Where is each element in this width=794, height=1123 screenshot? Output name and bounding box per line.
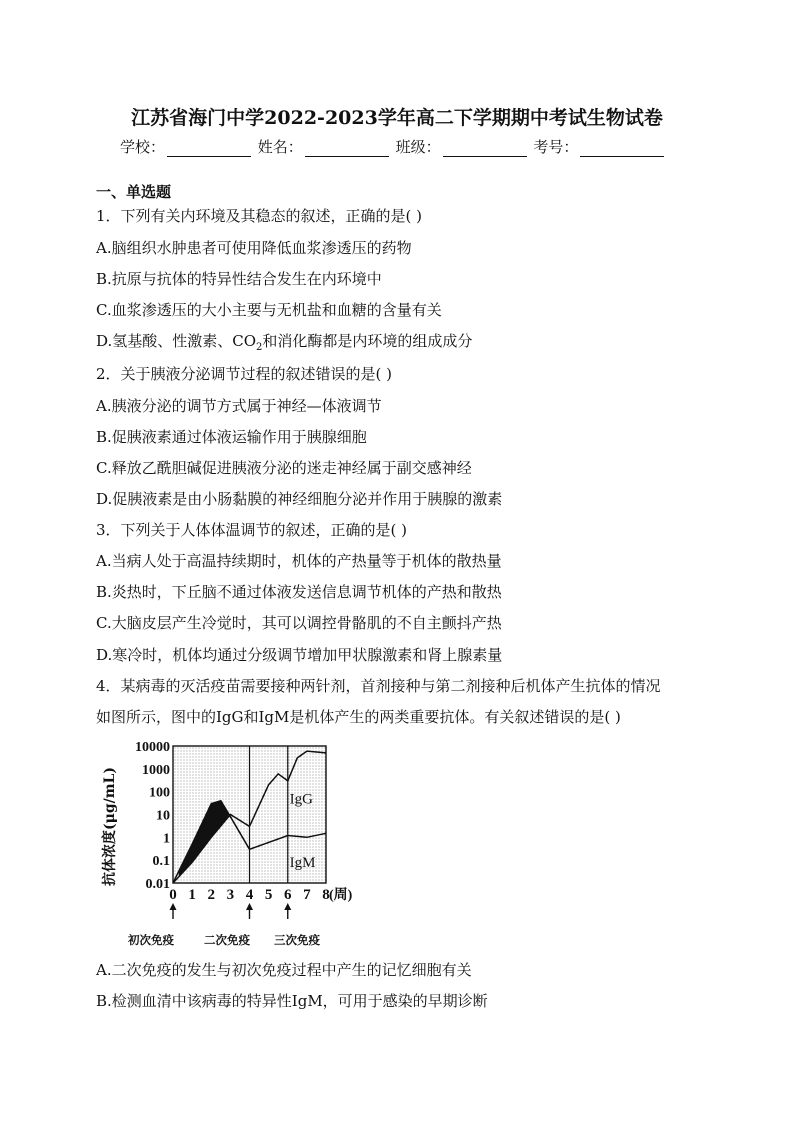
arrow-label: 二次免疫 bbox=[204, 933, 250, 947]
class-blank[interactable] bbox=[443, 142, 527, 157]
antibody-chart-svg bbox=[96, 738, 353, 953]
option-d-text-end: 和消化酶都是内环境的组成成分 bbox=[262, 332, 473, 350]
question-1-option-b: B.抗原与抗体的特异性结合发生在内环境中 bbox=[96, 270, 382, 288]
y-tick-label: 100 bbox=[149, 785, 170, 801]
x-tick-label: 1 bbox=[188, 887, 196, 903]
series-label-igm: IgM bbox=[289, 855, 316, 872]
y-tick-label: 1000 bbox=[142, 762, 170, 778]
question-2-option-a: A.胰液分泌的调节方式属于神经—体液调节 bbox=[96, 397, 382, 415]
y-tick-label: 10 bbox=[156, 808, 170, 824]
school-blank[interactable] bbox=[167, 142, 251, 157]
student-info-line bbox=[120, 136, 666, 157]
class-label: 班级： bbox=[395, 138, 441, 156]
school-label: 学校： bbox=[120, 138, 166, 156]
number-label: 考号： bbox=[533, 138, 579, 156]
question-3-option-a: A.当病人处于高温持续期时，机体的产热量等于机体的散热量 bbox=[96, 552, 502, 570]
question-3-option-c: C.大脑皮层产生冷觉时，其可以调控骨骼肌的不自主颤抖产热 bbox=[96, 614, 502, 632]
question-1-option-a: A.脑组织水肿患者可使用降低血浆渗透压的药物 bbox=[96, 239, 412, 257]
section-heading: 一、单选题 bbox=[96, 183, 172, 201]
arrow-label: 三次免疫 bbox=[274, 933, 320, 947]
arrow-head bbox=[284, 903, 291, 910]
x-tick-label: 7 bbox=[303, 887, 311, 903]
x-tick-label: 3 bbox=[226, 887, 235, 903]
question-3-option-d: D.寒冷时，机体均通过分级调节增加甲状腺激素和肾上腺素量 bbox=[96, 646, 503, 664]
question-3-stem: 3．下列关于人体体温调节的叙述，正确的是( ) bbox=[96, 521, 408, 539]
name-label: 姓名： bbox=[257, 138, 303, 156]
question-1-stem: 1．下列有关内环境及其稳态的叙述，正确的是( ) bbox=[96, 207, 423, 225]
question-4-option-b: B.检测血清中该病毒的特异性IgM，可用于感染的早期诊断 bbox=[96, 992, 488, 1010]
y-tick-label: 0.01 bbox=[145, 877, 170, 892]
y-tick-label: 1 bbox=[163, 831, 170, 847]
option-d-subscript: 2 bbox=[256, 342, 263, 353]
x-tick-label: 6 bbox=[284, 887, 292, 903]
arrow-head bbox=[246, 903, 253, 910]
x-tick-label: 0 bbox=[169, 887, 177, 903]
question-2-option-d: D.促胰液素是由小肠黏膜的神经细胞分泌并作用于胰腺的激素 bbox=[96, 490, 503, 508]
x-tick-label: 4 bbox=[245, 887, 254, 903]
question-2-stem: 2．关于胰液分泌调节过程的叙述错误的是( ) bbox=[96, 365, 393, 383]
series-label-igg: IgG bbox=[289, 791, 313, 808]
question-1-option-c: C.血浆渗透压的大小主要与无机盐和血糖的含量有关 bbox=[96, 301, 442, 319]
x-tick-label: 5 bbox=[264, 887, 273, 903]
antibody-chart bbox=[96, 738, 353, 953]
y-tick-label: 0.1 bbox=[152, 854, 170, 870]
question-3-option-b: B.炎热时，下丘脑不通过体液发送信息调节机体的产热和散热 bbox=[96, 583, 502, 601]
x-tick-label: 8 bbox=[322, 887, 330, 903]
number-blank[interactable] bbox=[580, 142, 664, 157]
question-1-option-d bbox=[96, 330, 472, 353]
name-blank[interactable] bbox=[305, 142, 389, 157]
x-axis-label: (周) bbox=[329, 888, 353, 903]
question-4-option-a: A.二次免疫的发生与初次免疫过程中产生的记忆细胞有关 bbox=[96, 961, 472, 979]
option-d-text-start: D.氢基酸、性激素、CO bbox=[96, 332, 257, 350]
question-2-option-c: C.释放乙酰胆碱促进胰液分泌的迷走神经属于副交感神经 bbox=[96, 459, 472, 477]
question-4-stem-line-2: 如图所示，图中的IgG和IgM是机体产生的两类重要抗体。有关叙述错误的是( ) bbox=[96, 708, 621, 726]
question-2-option-b: B.促胰液素通过体液运输作用于胰腺细胞 bbox=[96, 428, 367, 446]
y-tick-label: 10000 bbox=[135, 740, 170, 755]
x-tick-label: 2 bbox=[207, 887, 215, 903]
arrow-label: 初次免疫 bbox=[128, 933, 174, 947]
arrow-head bbox=[170, 903, 177, 910]
question-4-stem-line-1: 4．某病毒的灭活疫苗需要接种两针剂，首剂接种与第二剂接种后机体产生抗体的情况 bbox=[96, 677, 661, 695]
y-axis-label: 抗体浓度(μg/mL) bbox=[102, 766, 118, 887]
page-title: 江苏省海门中学2022-2023学年高二下学期期中考试生物试卷 bbox=[131, 107, 663, 129]
